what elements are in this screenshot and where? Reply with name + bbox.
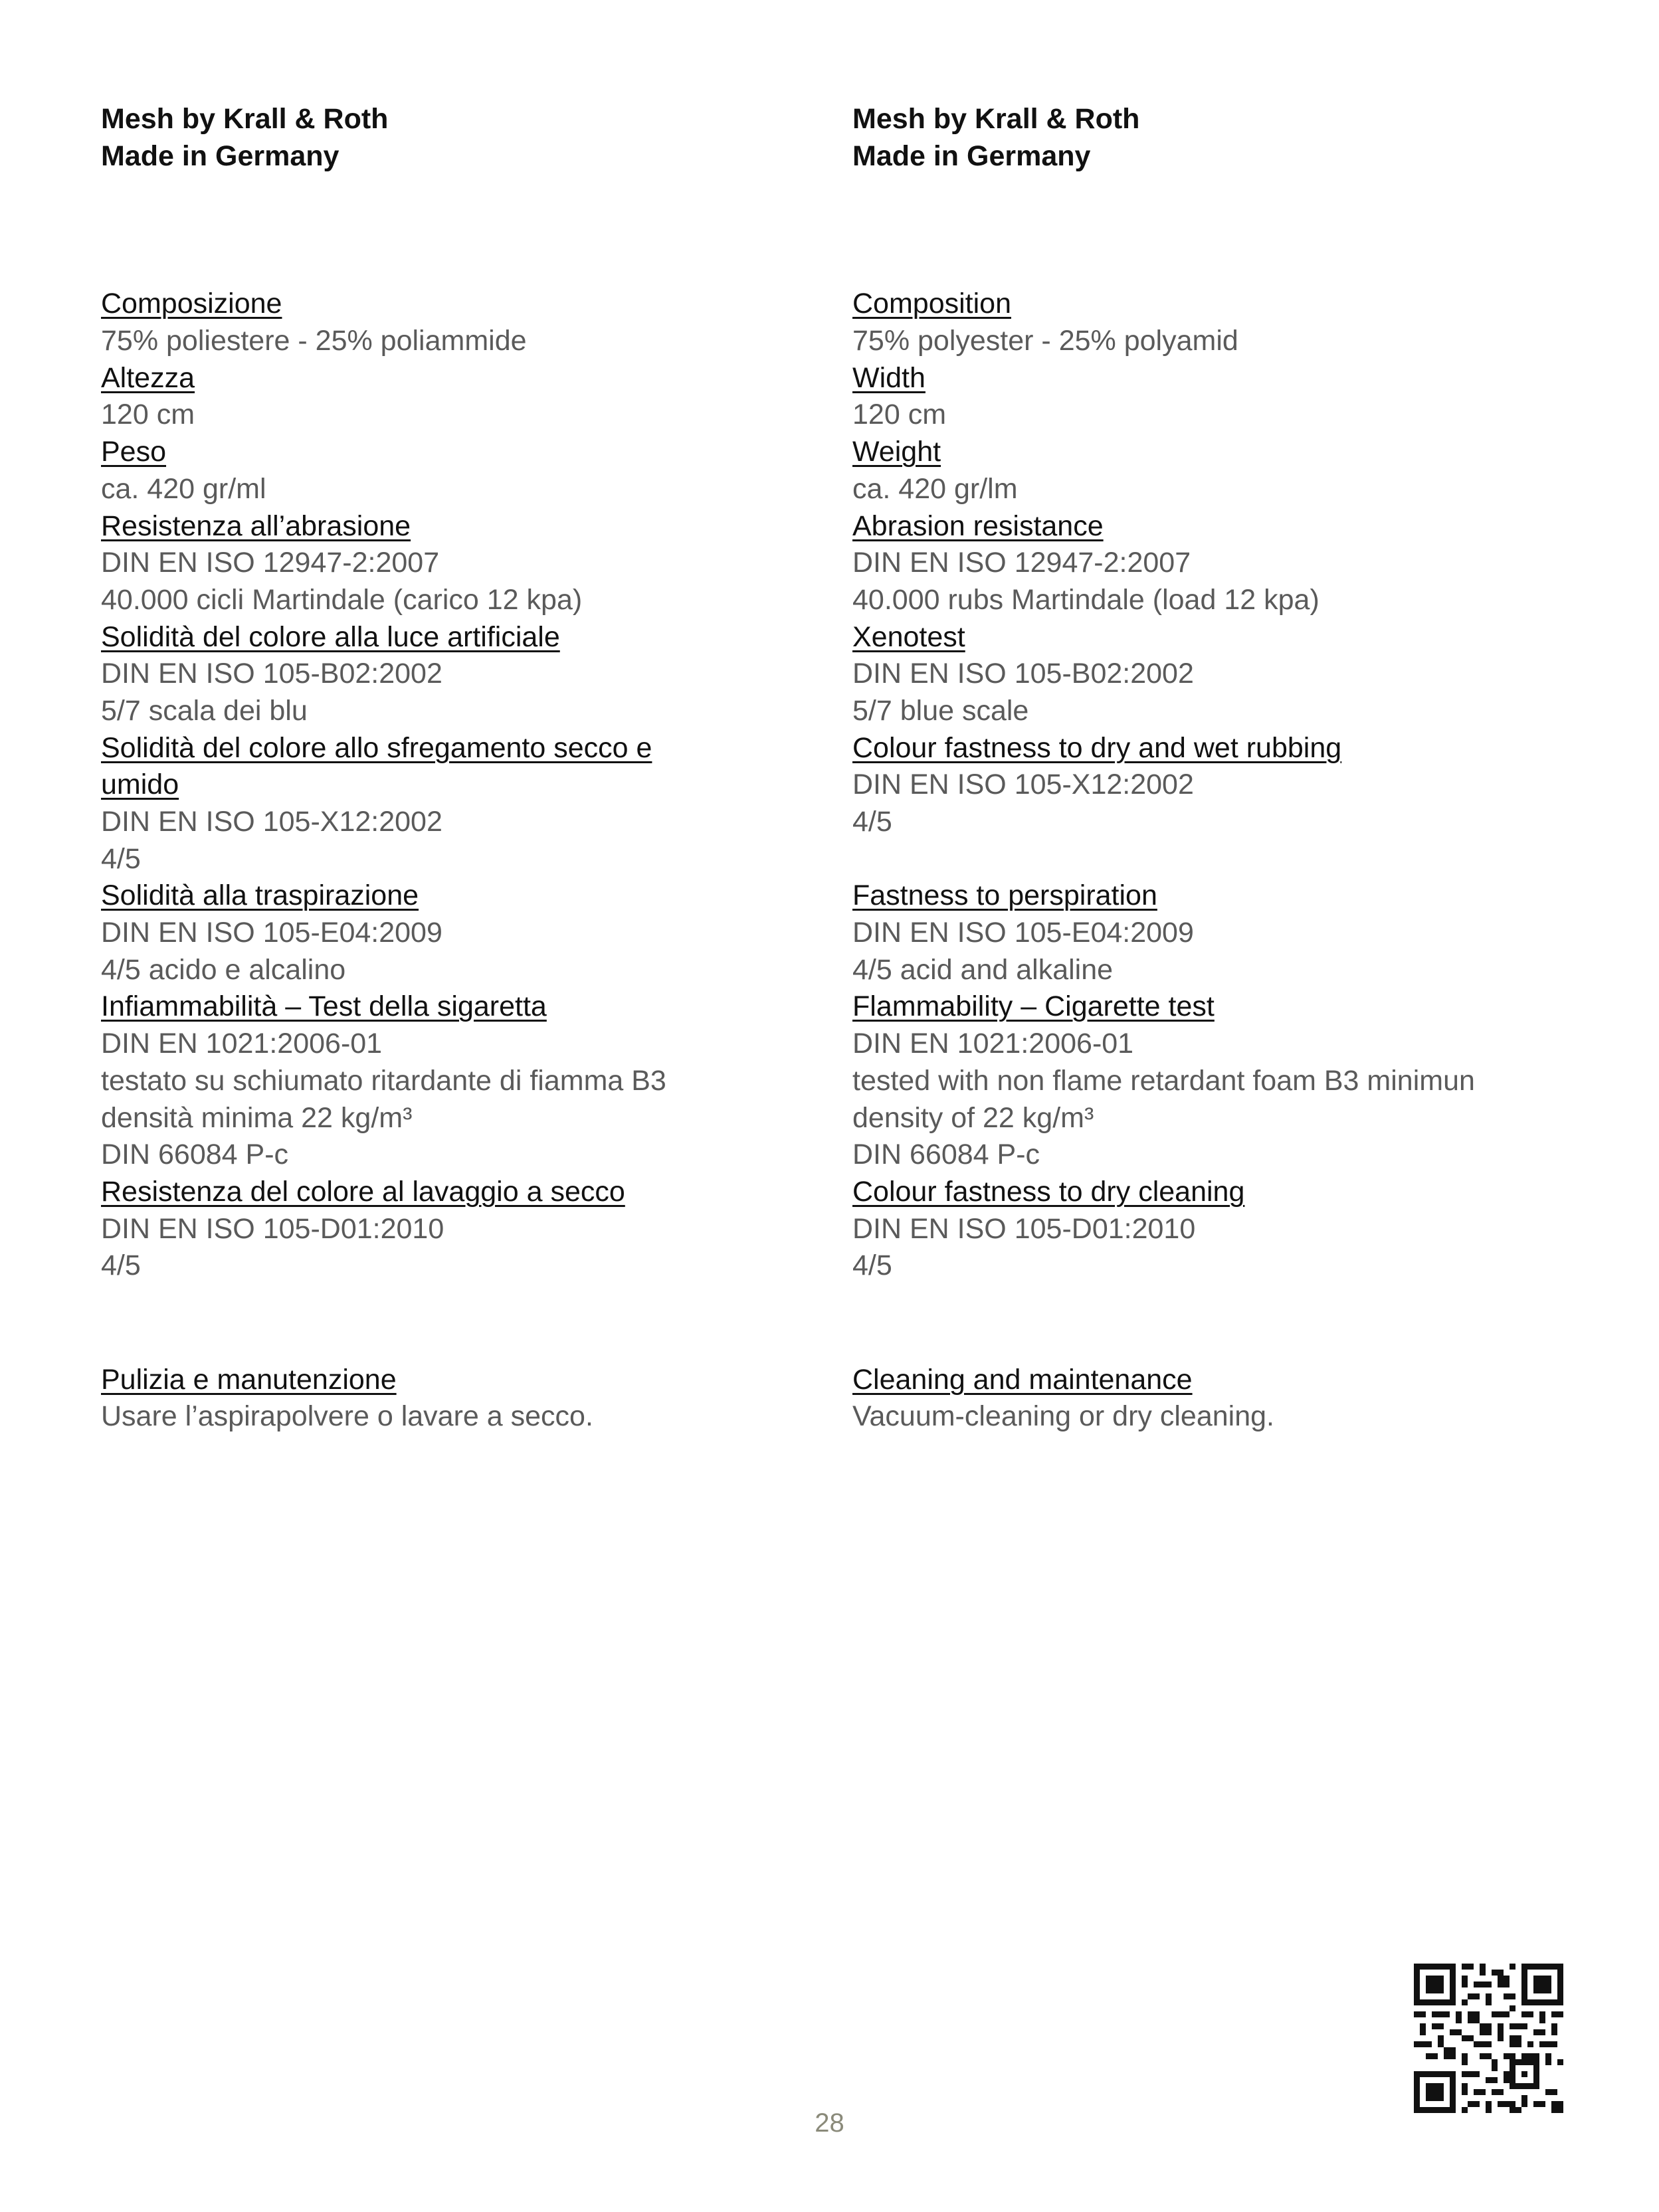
spec-heading: Fastness to perspiration bbox=[852, 879, 1157, 912]
spec-value: DIN EN ISO 12947-2:2007 bbox=[852, 547, 1191, 579]
spec-value: 4/5 bbox=[852, 806, 892, 838]
spec-value: 120 cm bbox=[852, 399, 947, 431]
spec-value: 4/5 acid and alkaline bbox=[852, 953, 1114, 986]
care-heading: Cleaning and maintenance bbox=[852, 1363, 1193, 1396]
spec-column-english bbox=[852, 101, 1517, 1435]
spec-value: 75% polyester - 25% polyamid bbox=[852, 325, 1238, 357]
spec-value: 5/7 scala dei blu bbox=[101, 694, 308, 727]
page-number: 28 bbox=[815, 2108, 844, 2138]
spec-heading: Infiammabilità – Test della sigaretta bbox=[101, 990, 547, 1023]
spec-value: ca. 420 gr/ml bbox=[101, 472, 266, 505]
spec-heading: Colour fastness to dry and wet rubbing bbox=[852, 731, 1342, 764]
spec-heading: Composition bbox=[852, 288, 1011, 320]
spec-heading: Solidità alla traspirazione bbox=[101, 879, 419, 912]
spec-heading: Solidità del colore alla luce artificiale bbox=[101, 620, 560, 653]
spec-value: testato su schiumato ritardante di fiamma B3 bbox=[101, 1064, 666, 1097]
spec-heading: Altezza bbox=[101, 361, 195, 394]
spec-heading: Abrasion resistance bbox=[852, 509, 1104, 542]
origin-line: Made in Germany bbox=[101, 139, 340, 172]
spec-value: densità minima 22 kg/m³ bbox=[101, 1101, 413, 1134]
spec-value: ca. 420 gr/lm bbox=[852, 472, 1018, 505]
spec-value: DIN EN ISO 105-X12:2002 bbox=[101, 806, 442, 838]
spec-value: DIN EN ISO 105-D01:2010 bbox=[101, 1212, 444, 1245]
spec-value: 75% poliestere - 25% poliammide bbox=[101, 325, 527, 357]
brand-line: Mesh by Krall & Roth bbox=[852, 103, 1140, 135]
spec-value: DIN 66084 P-c bbox=[852, 1139, 1040, 1171]
spec-value: 4/5 acido e alcalino bbox=[101, 953, 346, 986]
spec-value: DIN EN 1021:2006-01 bbox=[101, 1028, 383, 1060]
spec-value: density of 22 kg/m³ bbox=[852, 1101, 1094, 1134]
spec-value: 4/5 bbox=[852, 1249, 892, 1282]
spec-heading: Composizione bbox=[101, 288, 282, 320]
spec-value: 40.000 cicli Martindale (carico 12 kpa) bbox=[101, 583, 583, 616]
spec-value: DIN EN ISO 105-E04:2009 bbox=[101, 917, 442, 949]
qr-code-icon bbox=[1414, 1964, 1563, 2113]
spec-value: DIN EN ISO 105-E04:2009 bbox=[852, 917, 1194, 949]
spec-value: DIN EN ISO 105-X12:2002 bbox=[852, 769, 1194, 801]
spec-value: 4/5 bbox=[101, 842, 141, 875]
spec-value: 5/7 blue scale bbox=[852, 694, 1029, 727]
spec-value: 4/5 bbox=[101, 1249, 141, 1282]
spec-heading: Xenotest bbox=[852, 620, 965, 653]
spec-column-italian bbox=[101, 101, 765, 1435]
care-text: Vacuum-cleaning or dry cleaning. bbox=[852, 1400, 1274, 1433]
spec-value: DIN EN ISO 105-B02:2002 bbox=[852, 658, 1194, 690]
spec-heading: Peso bbox=[101, 436, 167, 468]
spec-heading-continued: umido bbox=[101, 769, 179, 801]
spec-value: DIN EN ISO 105-D01:2010 bbox=[852, 1212, 1196, 1245]
spec-heading: Width bbox=[852, 361, 926, 394]
spec-value: DIN EN ISO 105-B02:2002 bbox=[101, 658, 442, 690]
spec-heading: Weight bbox=[852, 436, 941, 468]
spec-heading: Resistenza all’abrasione bbox=[101, 509, 411, 542]
spec-value: DIN EN ISO 12947-2:2007 bbox=[101, 547, 440, 579]
spec-heading: Solidità del colore allo sfregamento secco e bbox=[101, 731, 652, 764]
spec-value: DIN 66084 P-c bbox=[101, 1139, 289, 1171]
spec-value: 40.000 rubs Martindale (load 12 kpa) bbox=[852, 583, 1319, 616]
brand-line: Mesh by Krall & Roth bbox=[101, 103, 389, 135]
spec-heading: Flammability – Cigarette test bbox=[852, 990, 1215, 1023]
spec-value: DIN EN 1021:2006-01 bbox=[852, 1028, 1134, 1060]
spec-heading: Colour fastness to dry cleaning bbox=[852, 1175, 1245, 1208]
spec-value: 120 cm bbox=[101, 399, 195, 431]
care-text: Usare l’aspirapolvere o lavare a secco. bbox=[101, 1400, 593, 1433]
care-heading: Pulizia e manutenzione bbox=[101, 1363, 397, 1396]
spec-heading: Resistenza del colore al lavaggio a secco bbox=[101, 1175, 625, 1208]
origin-line: Made in Germany bbox=[852, 139, 1091, 172]
spec-value: tested with non flame retardant foam B3 minimun bbox=[852, 1064, 1475, 1097]
